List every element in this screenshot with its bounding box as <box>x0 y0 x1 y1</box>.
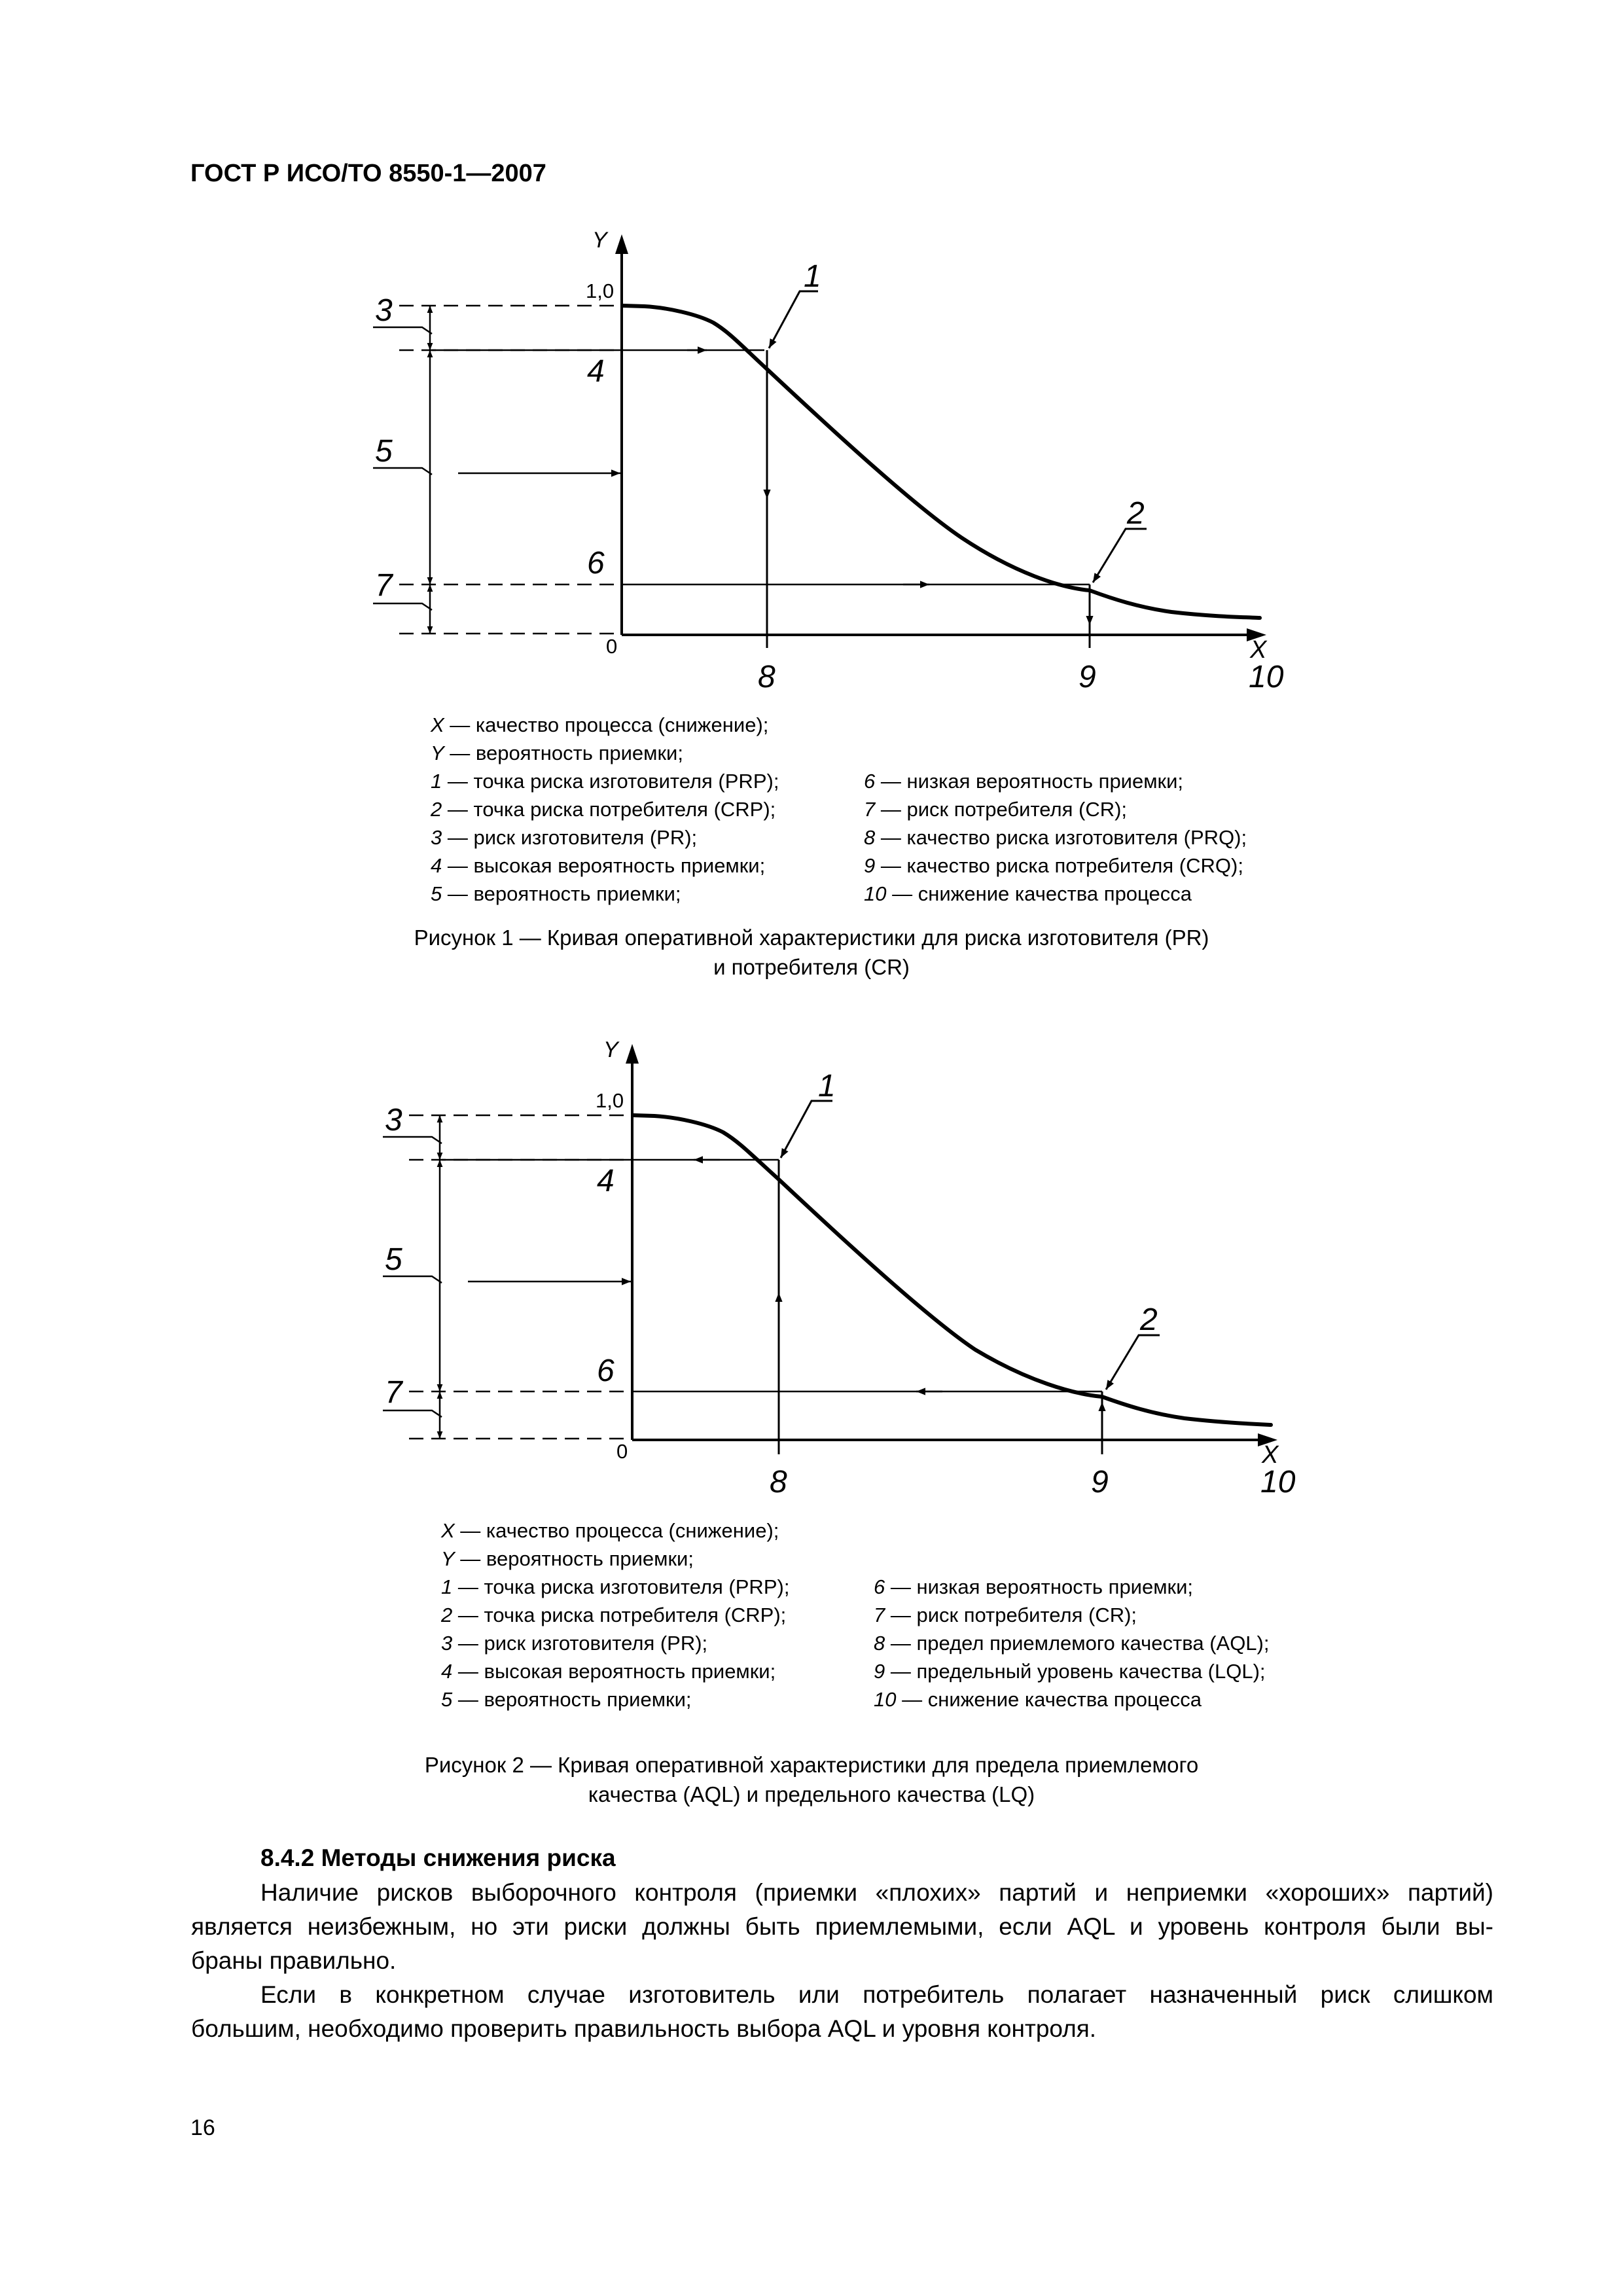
marker-3: 3 <box>375 293 393 328</box>
legend-item: 10 — снижение качества процесса <box>874 1688 1202 1711</box>
paragraph-line: является неизбежным, но эти риски должны быть приемлемыми, если AQL и уровень контроля были вы- <box>191 1913 1493 1940</box>
axis-x-label: X <box>1250 636 1267 664</box>
legend-item: 10 — снижение качества процесса <box>864 882 1192 905</box>
legend-item: 7 — риск потребителя (CR); <box>874 1604 1137 1626</box>
figure-2-caption <box>0 1750 1623 1809</box>
figure-1-caption <box>0 923 1623 982</box>
legend-item: 5 — вероятность приемки; <box>431 882 681 905</box>
leader-3 <box>373 327 432 334</box>
paragraph-line: Наличие рисков выборочного контроля (приемки «плохих» партий и неприемки «хороших» партий) <box>260 1879 1493 1906</box>
paragraph-2 <box>191 1978 1493 2046</box>
legend-left-2 <box>441 1516 789 1713</box>
leader-5 <box>373 468 432 475</box>
leader-point-2 <box>1106 1335 1160 1390</box>
figure-2 <box>0 1028 1623 1826</box>
legend-left-1 <box>431 711 779 908</box>
legend-item: 6 — низкая вероятность приемки; <box>874 1575 1194 1598</box>
legend-item: 1 — точка риска изготовителя (PRP); <box>431 770 779 793</box>
leader-7 <box>383 1410 442 1417</box>
legend-item: X — качество процесса (снижение); <box>431 713 769 736</box>
legend-item: 3 — риск изготовителя (PR); <box>431 826 698 849</box>
marker-10: 10 <box>1260 1465 1296 1499</box>
marker-2: 2 <box>1140 1302 1158 1337</box>
axis-x-label: X <box>1262 1441 1279 1469</box>
marker-8: 8 <box>758 660 776 694</box>
axis-y-label: Y <box>592 228 607 253</box>
marker-3: 3 <box>385 1103 402 1138</box>
marker-9: 9 <box>1079 660 1096 694</box>
oc-curve-diagram-1 <box>0 216 1623 713</box>
oc-curve-diagram-2 <box>0 1028 1623 1538</box>
section-heading: 8.4.2 Методы снижения риска <box>260 1844 616 1871</box>
marker-5: 5 <box>385 1242 402 1277</box>
paragraph-1 <box>191 1876 1493 1978</box>
marker-7: 7 <box>385 1375 402 1410</box>
legend-item: Y — вероятность приемки; <box>441 1547 694 1570</box>
axis-y-max-label: 1,0 <box>596 1089 624 1112</box>
paragraph-line: браны правильно. <box>191 1947 397 1974</box>
caption-line: и потребителя (CR) <box>713 955 910 979</box>
caption-line: качества (AQL) и предельного качества (LQ) <box>588 1782 1035 1806</box>
y-axis-arrow-icon <box>615 234 628 254</box>
leader-point-1 <box>769 291 818 348</box>
legend-item: 8 — предел приемлемого качества (AQL); <box>874 1632 1270 1655</box>
caption-line: Рисунок 2 — Кривая оперативной характеристики для предела приемлемого <box>424 1753 1199 1777</box>
figure-1 <box>0 216 1623 988</box>
legend-item: 2 — точка риска потребителя (CRP); <box>441 1604 787 1626</box>
marker-4: 4 <box>587 354 605 389</box>
leader-7 <box>373 603 432 610</box>
marker-4: 4 <box>597 1164 615 1198</box>
marker-10: 10 <box>1249 660 1284 694</box>
legend-item: 9 — качество риска потребителя (CRQ); <box>864 854 1243 877</box>
axis-y-max-label: 1,0 <box>586 279 615 302</box>
page-number: 16 <box>190 2115 215 2140</box>
legend-item: 5 — вероятность приемки; <box>441 1688 692 1711</box>
marker-6: 6 <box>597 1354 615 1388</box>
marker-9: 9 <box>1091 1465 1109 1499</box>
marker-2: 2 <box>1127 496 1145 531</box>
legend-item: 4 — высокая вероятность приемки; <box>431 854 766 877</box>
axis-y-label: Y <box>603 1037 618 1062</box>
leader-5 <box>383 1276 442 1283</box>
axis-origin-label: 0 <box>616 1440 628 1463</box>
y-axis-arrow-icon <box>626 1044 639 1064</box>
legend-right-2 <box>874 1573 1269 1713</box>
legend-item: Y — вероятность приемки; <box>431 742 683 764</box>
axis-origin-label: 0 <box>606 635 618 658</box>
legend-right-1 <box>864 767 1247 908</box>
legend-item: 8 — качество риска изготовителя (PRQ); <box>864 826 1247 849</box>
legend-item: 9 — предельный уровень качества (LQL); <box>874 1660 1266 1683</box>
legend-item: 4 — высокая вероятность приемки; <box>441 1660 776 1683</box>
legend-item: X — качество процесса (снижение); <box>441 1519 779 1542</box>
oc-curve <box>623 306 1260 618</box>
paragraph-line: Если в конкретном случае изготовитель или потребитель полагает назначенный риск слишком <box>260 1981 1493 2008</box>
legend-item: 3 — риск изготовителя (PR); <box>441 1632 708 1655</box>
paragraph-line: большим, необходимо проверить правильность выбора AQL и уровня контроля. <box>191 2015 1097 2042</box>
legend-item: 1 — точка риска изготовителя (PRP); <box>441 1575 790 1598</box>
oc-curve <box>633 1115 1271 1425</box>
marker-1: 1 <box>804 259 821 294</box>
caption-line: Рисунок 1 — Кривая оперативной характеристики для риска изготовителя (PR) <box>414 925 1209 950</box>
leader-point-1 <box>781 1101 832 1158</box>
marker-6: 6 <box>587 546 605 581</box>
leader-3 <box>383 1137 442 1143</box>
leader-point-2 <box>1093 529 1147 583</box>
marker-8: 8 <box>770 1465 787 1499</box>
legend-item: 7 — риск потребителя (CR); <box>864 798 1128 821</box>
marker-1: 1 <box>818 1069 836 1103</box>
legend-item: 2 — точка риска потребителя (CRP); <box>431 798 776 821</box>
legend-item: 6 — низкая вероятность приемки; <box>864 770 1184 793</box>
marker-7: 7 <box>375 568 393 603</box>
document-header: ГОСТ Р ИСО/ТО 8550-1—2007 <box>190 160 546 187</box>
marker-5: 5 <box>375 434 393 469</box>
